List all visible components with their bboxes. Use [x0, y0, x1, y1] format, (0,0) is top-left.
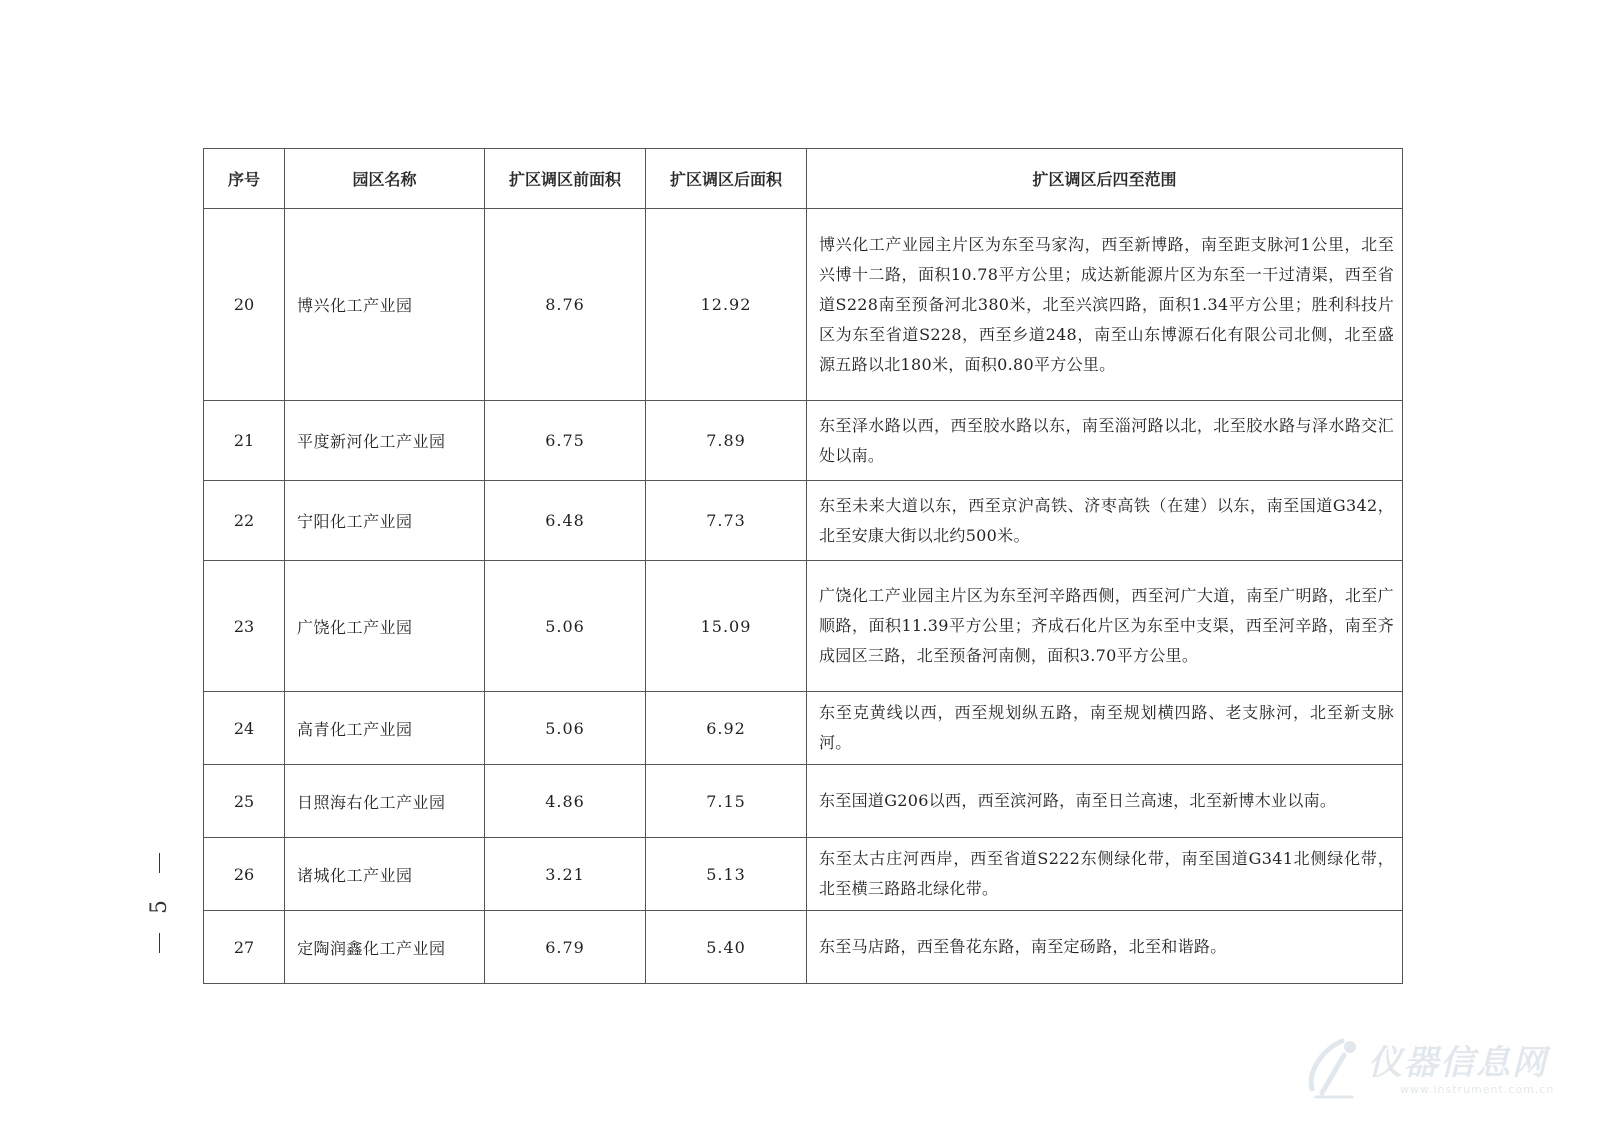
cell-no: 21 [204, 401, 285, 481]
cell-park-name: 定陶润鑫化工产业园 [285, 911, 485, 984]
cell-area-after: 15.09 [646, 561, 807, 692]
cell-area-after: 6.92 [646, 692, 807, 765]
header-no: 序号 [204, 149, 285, 209]
cell-no: 24 [204, 692, 285, 765]
table-row [204, 401, 1403, 481]
watermark-url: www.instrument.com.cn [1400, 1083, 1555, 1096]
site-watermark [1302, 1033, 1600, 1131]
table-row [204, 765, 1403, 838]
park-expansion-table [203, 148, 1403, 984]
table-row [204, 911, 1403, 984]
header-area-after: 扩区调区后面积 [646, 149, 807, 209]
table-row [204, 209, 1403, 401]
page-number-dash-top [159, 853, 160, 873]
table-row [204, 561, 1403, 692]
cell-boundary-range: 广饶化工产业园主片区为东至河辛路西侧，西至河广大道，南至广明路，北至广顺路，面积11.39平方公里；齐成石化片区为东至中支渠，西至河辛路，南至齐成园区三路，北至预备河南侧，面积3.70平方公里。 [807, 561, 1403, 692]
cell-no: 23 [204, 561, 285, 692]
cell-area-after: 5.13 [646, 838, 807, 911]
cell-park-name: 平度新河化工产业园 [285, 401, 485, 481]
cell-area-before: 5.06 [485, 561, 646, 692]
cell-area-before: 6.75 [485, 401, 646, 481]
watermark-text: 仪器信息网 [1368, 1043, 1548, 1083]
cell-boundary-range: 东至国道G206以西，西至滨河路，南至日兰高速，北至新博木业以南。 [807, 765, 1403, 838]
cell-boundary-range: 博兴化工产业园主片区为东至马家沟，西至新博路，南至距支脉河1公里，北至兴博十二路，面积10.78平方公里；成达新能源片区为东至一干过清渠，西至省道S228南至预备河北380米，北至兴滨四路，面积1.34平方公里；胜利科技片区为东至省道S228，西至乡道248，南至山东博源石化有限公司北侧，北至盛源五路以北180米，面积0.80平方公里。 [807, 209, 1403, 401]
cell-no: 25 [204, 765, 285, 838]
cell-park-name: 宁阳化工产业园 [285, 481, 485, 561]
page-number: 5 [147, 900, 172, 914]
cell-area-before: 6.48 [485, 481, 646, 561]
cell-boundary-range: 东至未来大道以东，西至京沪高铁、济枣高铁（在建）以东，南至国道G342，北至安康大街以北约500米。 [807, 481, 1403, 561]
cell-area-before: 3.21 [485, 838, 646, 911]
cell-area-before: 6.79 [485, 911, 646, 984]
watermark-logo-icon [1302, 1033, 1366, 1103]
cell-boundary-range: 东至克黄线以西，西至规划纵五路，南至规划横四路、老支脉河，北至新支脉河。 [807, 692, 1403, 765]
table-row [204, 481, 1403, 561]
table-header-row [204, 149, 1403, 209]
cell-area-after: 12.92 [646, 209, 807, 401]
cell-park-name: 高青化工产业园 [285, 692, 485, 765]
header-park-name: 园区名称 [285, 149, 485, 209]
cell-area-before: 5.06 [485, 692, 646, 765]
cell-park-name: 博兴化工产业园 [285, 209, 485, 401]
cell-no: 26 [204, 838, 285, 911]
cell-area-after: 7.73 [646, 481, 807, 561]
page-number-dash-bottom [159, 933, 160, 953]
cell-area-after: 5.40 [646, 911, 807, 984]
cell-area-before: 4.86 [485, 765, 646, 838]
cell-no: 27 [204, 911, 285, 984]
cell-area-before: 8.76 [485, 209, 646, 401]
cell-boundary-range: 东至太古庄河西岸，西至省道S222东侧绿化带，南至国道G341北侧绿化带，北至横三路路北绿化带。 [807, 838, 1403, 911]
table-row [204, 838, 1403, 911]
cell-no: 22 [204, 481, 285, 561]
header-area-before: 扩区调区前面积 [485, 149, 646, 209]
header-boundary-range: 扩区调区后四至范围 [807, 149, 1403, 209]
page-number-marker [140, 853, 180, 963]
cell-no: 20 [204, 209, 285, 401]
table-row [204, 692, 1403, 765]
cell-area-after: 7.89 [646, 401, 807, 481]
cell-park-name: 日照海右化工产业园 [285, 765, 485, 838]
cell-boundary-range: 东至泽水路以西，西至胶水路以东，南至淄河路以北，北至胶水路与泽水路交汇处以南。 [807, 401, 1403, 481]
cell-boundary-range: 东至马店路，西至鲁花东路，南至定砀路，北至和谐路。 [807, 911, 1403, 984]
cell-park-name: 广饶化工产业园 [285, 561, 485, 692]
cell-area-after: 7.15 [646, 765, 807, 838]
cell-park-name: 诸城化工产业园 [285, 838, 485, 911]
